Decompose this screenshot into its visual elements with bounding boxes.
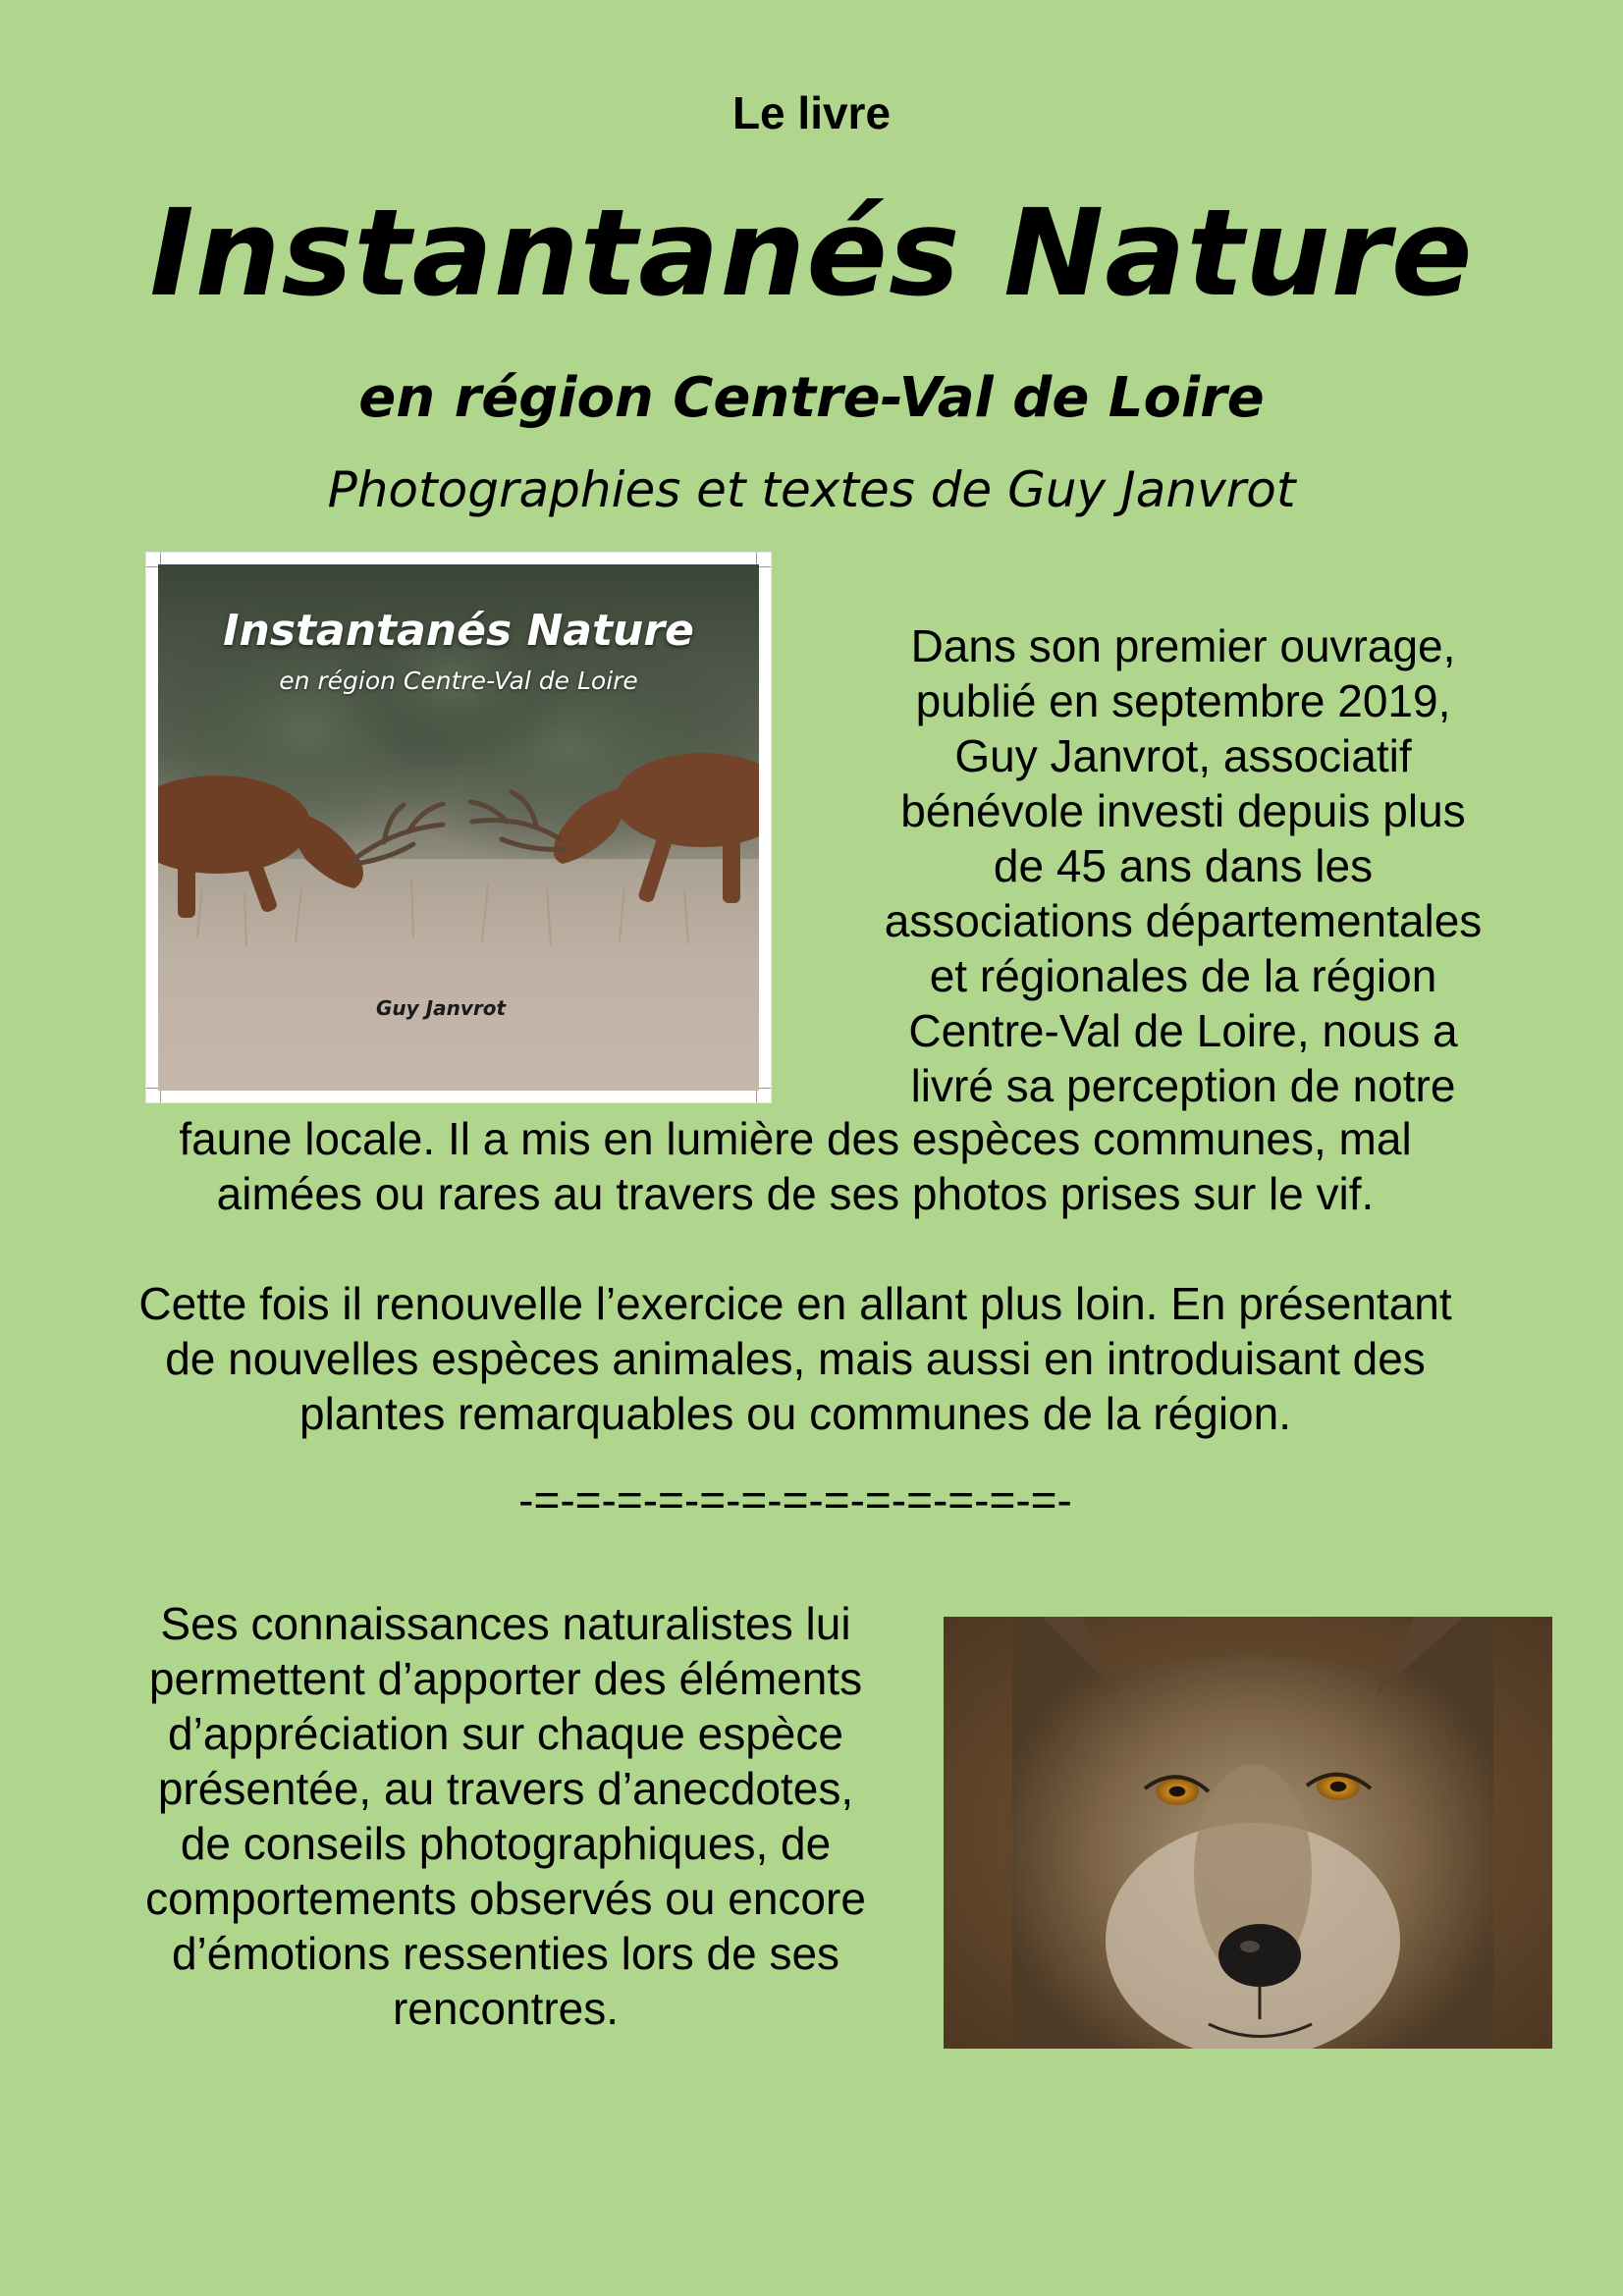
intro-paragraph-continued	[59, 1111, 1532, 1221]
text-line: rencontres.	[392, 1983, 620, 2034]
text-line: permettent d’apporter des éléments	[148, 1653, 863, 1704]
page-title: Instantanés Nature	[149, 184, 1474, 323]
text-line: aimées ou rares au travers de ses photos prises sur le vif.	[216, 1168, 1375, 1219]
text-line: Cette fois il renouvelle l’exercice en allant plus loin. En présentant	[138, 1278, 1452, 1329]
third-paragraph	[98, 1596, 913, 2036]
text-line: Ses connaissances naturalistes lui	[160, 1598, 851, 1649]
cover-photo-stags	[158, 564, 759, 1091]
text-line: et régionales de la région	[929, 950, 1437, 1001]
text-line: de 45 ans dans les	[993, 840, 1374, 891]
book-cover-image	[145, 552, 772, 1103]
text-line: plantes remarquables ou communes de la région.	[298, 1388, 1292, 1439]
cover-title: Instantanés Nature	[223, 606, 694, 656]
text-line: d’émotions ressenties lors de ses	[171, 1928, 840, 1979]
author-byline: Photographies et textes de Guy Janvrot	[327, 461, 1296, 518]
text-line: de nouvelles espèces animales, mais aussi en introduisant des	[165, 1333, 1426, 1384]
text-line: Guy Janvrot, associatif	[954, 730, 1412, 781]
text-line: Dans son premier ouvrage,	[910, 620, 1456, 671]
wolf-photo	[944, 1617, 1552, 2049]
intro-paragraph-side	[844, 618, 1522, 1113]
text-line: comportements observés ou encore	[145, 1873, 866, 1924]
cover-subtitle: en région Centre-Val de Loire	[279, 667, 638, 695]
page-subtitle: en région Centre-Val de Loire	[358, 366, 1265, 430]
text-line: faune locale. Il a mis en lumière des espèces communes, mal	[179, 1113, 1412, 1164]
kicker-heading: Le livre	[731, 87, 892, 138]
text-line: publié en septembre 2019,	[915, 675, 1451, 726]
cover-author: Guy Janvrot	[375, 996, 507, 1020]
text-line: de conseils photographiques, de	[180, 1818, 832, 1869]
text-line: d’appréciation sur chaque espèce	[168, 1708, 843, 1759]
text-line: livré sa perception de notre	[910, 1060, 1456, 1111]
wolf-illustration	[944, 1617, 1552, 2049]
text-line: Centre-Val de Loire, nous a	[908, 1005, 1458, 1056]
text-line: bénévole investi depuis plus	[900, 785, 1466, 836]
section-separator: -=-=-=-=-=-=-=-=-=-=-=-=-=-	[518, 1474, 1072, 1525]
text-line: associations départementales	[884, 895, 1483, 946]
text-line: présentée, au travers d’anecdotes,	[157, 1763, 854, 1814]
second-paragraph	[59, 1276, 1532, 1441]
